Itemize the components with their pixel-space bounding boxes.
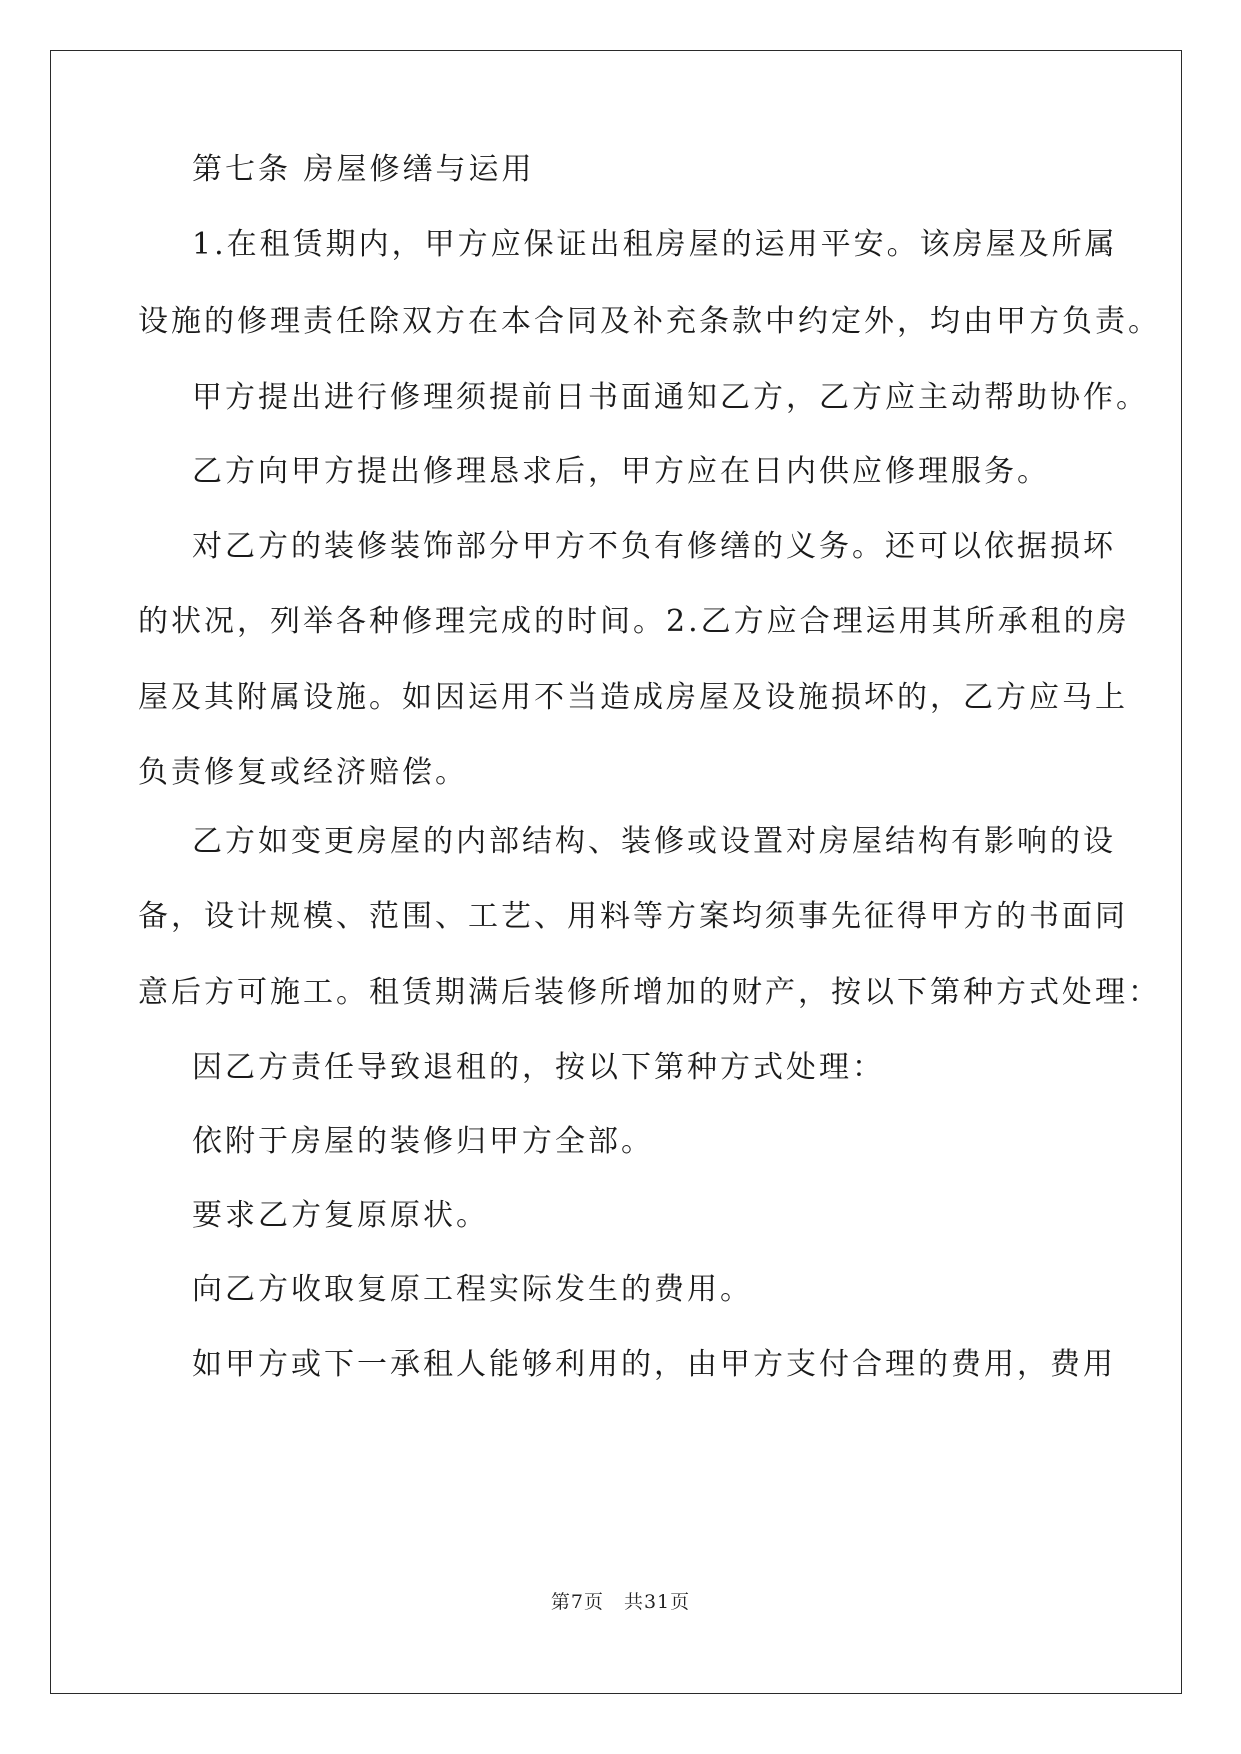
paragraph-line: 备，设计规模、范围、工艺、用料等方案均须事先征得甲方的书面同	[138, 899, 1128, 934]
paragraph-line: 屋及其附属设施。如因运用不当造成房屋及设施损坏的，乙方应马上	[138, 680, 1128, 715]
paragraph-line: 的状况，列举各种修理完成的时间。2.乙方应合理运用其所承租的房	[138, 604, 1130, 639]
page-frame	[50, 50, 1182, 1694]
paragraph-line: 设施的修理责任除双方在本合同及补充条款中约定外，均由甲方负责。	[138, 304, 1161, 339]
section-heading: 第七条 房屋修缮与运用	[192, 152, 535, 187]
paragraph-line: 乙方如变更房屋的内部结构、装修或设置对房屋结构有影响的设	[192, 824, 1116, 859]
paragraph-line: 向乙方收取复原工程实际发生的费用。	[192, 1272, 753, 1307]
paragraph-line: 依附于房屋的装修归甲方全部。	[192, 1124, 654, 1159]
paragraph-line: 乙方向甲方提出修理恳求后，甲方应在日内供应修理服务。	[192, 454, 1050, 489]
page-number: 第7页	[550, 1591, 604, 1613]
page-total: 共31页	[623, 1591, 691, 1613]
paragraph-line: 因乙方责任导致退租的，按以下第种方式处理：	[192, 1050, 885, 1085]
paragraph-line: 负责修复或经济赔偿。	[138, 755, 468, 790]
paragraph-line: 对乙方的装修装饰部分甲方不负有修缮的义务。还可以依据损坏	[192, 529, 1116, 564]
page-footer	[0, 1590, 1241, 1614]
paragraph-line: 1.在租赁期内，甲方应保证出租房屋的运用平安。该房屋及所属	[192, 227, 1118, 262]
paragraph-line: 要求乙方复原原状。	[192, 1198, 489, 1233]
paragraph-line: 甲方提出进行修理须提前日书面通知乙方，乙方应主动帮助协作。	[192, 380, 1149, 415]
paragraph-line: 意后方可施工。租赁期满后装修所增加的财产，按以下第种方式处理：	[138, 975, 1161, 1010]
paragraph-line: 如甲方或下一承租人能够利用的，由甲方支付合理的费用，费用	[192, 1347, 1116, 1382]
